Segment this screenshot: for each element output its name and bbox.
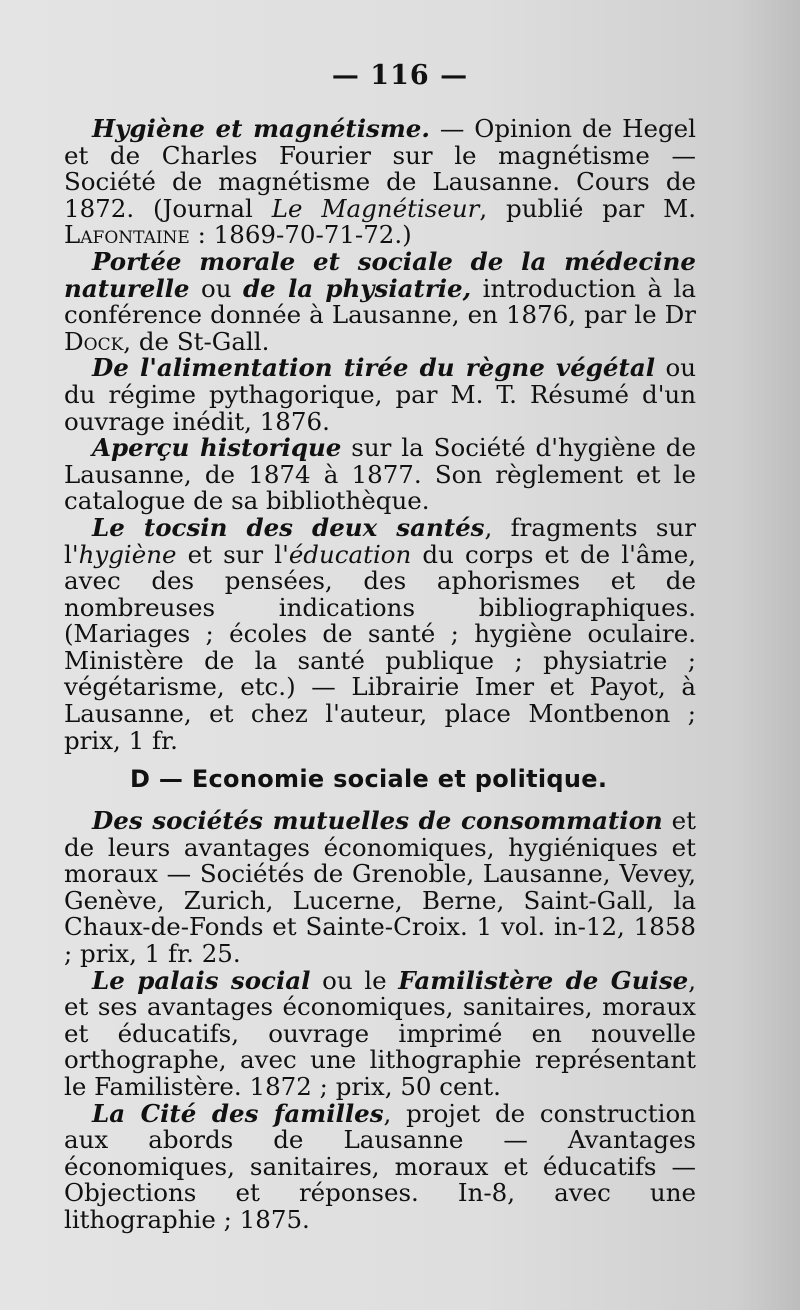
entry-tocsin: Le tocsin des deux santés, fragments sur l'hygiène et sur l'éducation du corps et de l'âme, avec des pensées, des aphorismes et de nombreuses indications bibliographiques. (Mariages ; écoles de santé ; hygiène oculaire. Ministère de la santé publique ; physiatrie ; végétarisme, etc.) — Librairie Imer et Payot, à Lausanne, et chez l'auteur, place Montbenon ; prix, 1 fr. xyxy=(64,512,696,755)
entry-alimentation: De l'alimentation tirée du règne végétal ou du régime pythagorique, par M. T. Résumé d'un ouvrage inédit, 1876. xyxy=(64,353,696,436)
entry-portee-morale: Portée morale et sociale de la médecine naturelle ou de la physiatrie, introduction à la conférence donnée à Lausanne, en 1876, par le Dr Dock, de St-Gall. xyxy=(64,246,696,356)
entry-title: Le tocsin des deux santés xyxy=(92,512,485,542)
author-name: Dock xyxy=(64,326,124,356)
entry-hygiene-magnetisme: Hygiène et magnétisme. — Opinion de Hegel et de Charles Fourier sur le magnétisme — Société de magnétisme de Lausanne. Cours de 1872. (Journal Le Magnétiseur, publié par M. Lafontaine : 1869-70-71-72.) xyxy=(64,114,697,250)
entry-title: Portée morale et sociale de la médecine naturelle xyxy=(64,246,696,303)
entry-title: Aperçu historique xyxy=(92,433,342,463)
hygiene-entries xyxy=(64,116,696,754)
page-number: — 116 — xyxy=(331,60,469,91)
entry-societes-mutuelles: Des sociétés mutuelles de consommation et de leurs avantages économiques, hygiéniques et moraux — Sociétés de Grenoble, Lausanne, Vevey, Genève, Zurich, Lucerne, Berne, Saint-Gall, la Chaux-de-Fonds et Sainte-Croix. 1 vol. in-12, 1858 ; prix, 1 fr. 25. xyxy=(64,806,697,968)
journal-title: Le Magnétiseur xyxy=(271,193,480,223)
entry-title: De l'alimentation tirée du règne végétal xyxy=(92,353,656,383)
economie-entries xyxy=(64,808,696,1234)
entry-title: Le palais social xyxy=(92,965,311,995)
entry-title: Hygiène et magnétisme. xyxy=(92,114,430,143)
entry-title: Des sociétés mutuelles de consommation xyxy=(92,806,663,835)
entry-apercu-historique: Aperçu historique sur la Société d'hygiène de Lausanne, de 1874 à 1877. Son règlement et le catalogue de sa bibliothèque. xyxy=(64,433,696,516)
entry-cite-des-familles: La Cité des familles, projet de construction aux abords de Lausanne — Avantages économiques, sanitaires, moraux et éducatifs — Objections et réponses. In-8, avec une lithographie ; 1875. xyxy=(64,1098,696,1234)
section-heading: D — Economie sociale et politique. xyxy=(130,765,608,793)
entry-palais-social: Le palais social ou le Familistère de Guise, et ses avantages économiques, sanitaires, moraux et éducatifs, ouvrage imprimé en nouvelle orthographe, avec une lithographie représentant le Familistère. 1872 ; prix, 50 cent. xyxy=(64,965,697,1101)
entry-subtitle: de la physiatrie, xyxy=(243,273,472,303)
entry-title: La Cité des familles xyxy=(92,1098,384,1128)
author-name: Lafontaine xyxy=(64,220,190,250)
entry-subtitle: Familistère de Guise xyxy=(398,965,689,995)
